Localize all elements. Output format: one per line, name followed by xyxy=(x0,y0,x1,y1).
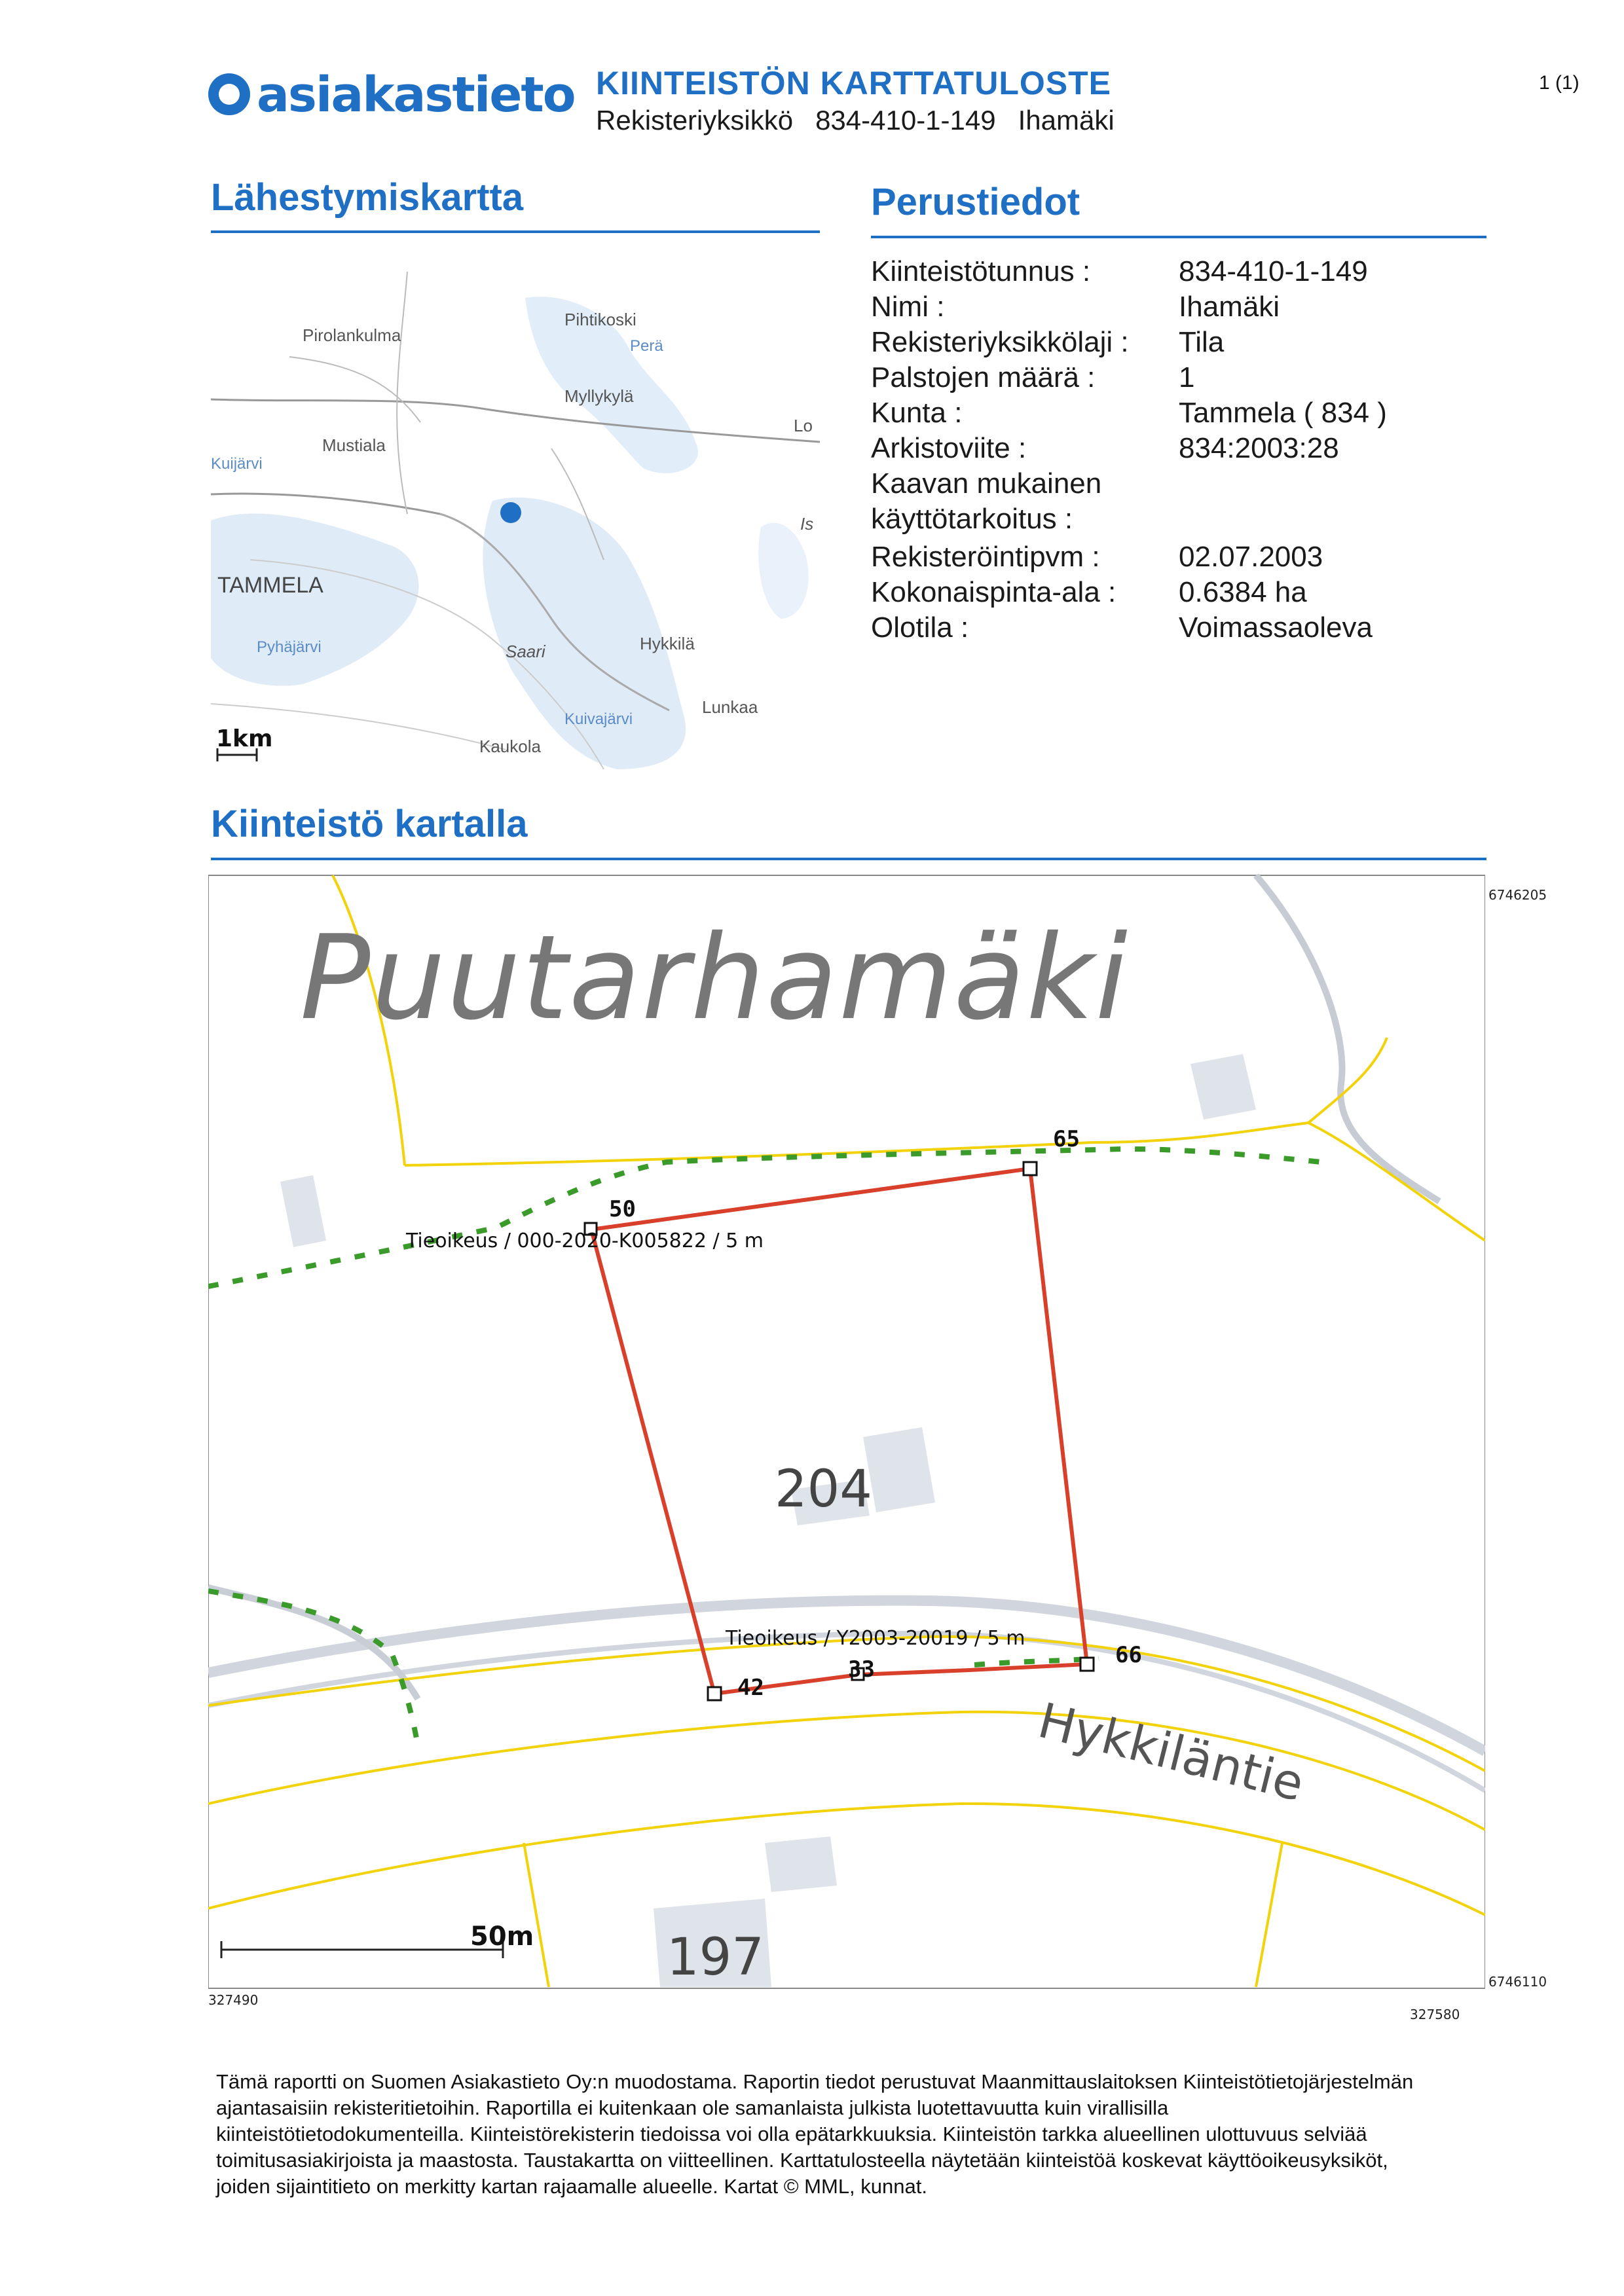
basic-info-rule xyxy=(871,236,1486,238)
boundary-point-label: 65 xyxy=(1053,1126,1080,1152)
place-label: Hykkilä xyxy=(640,634,695,653)
info-label: Kaavan mukainen käyttötarkoitus : xyxy=(871,467,1102,535)
place-label: Kuivajärvi xyxy=(564,710,633,728)
register-unit-id: 834-410-1-149 xyxy=(815,105,996,136)
info-label: Olotila : xyxy=(871,611,969,644)
document-title: KIINTEISTÖN KARTTATULOSTE xyxy=(596,65,1111,101)
map-scale-label: 50m xyxy=(470,1922,534,1952)
info-value: Ihamäki xyxy=(1179,291,1280,323)
info-label: Kokonaispinta-ala : xyxy=(871,576,1116,608)
info-label: Kiinteistötunnus : xyxy=(871,255,1091,287)
page-number: 1 (1) xyxy=(1539,72,1579,94)
place-label: Mustiala xyxy=(322,435,386,455)
info-value: 1 xyxy=(1179,361,1195,393)
approach-map xyxy=(211,252,820,769)
approach-map-title: Lähestymiskartta xyxy=(211,176,524,219)
register-unit-label: Rekisteriyksikkö xyxy=(596,105,794,136)
place-label: Is xyxy=(800,514,814,534)
info-label: Kunta : xyxy=(871,397,963,429)
info-label: Rekisteröintipvm : xyxy=(871,541,1100,573)
property-map-title: Kiinteistö kartalla xyxy=(211,803,528,845)
area-name: Puutarhamäki xyxy=(300,910,1129,1046)
register-unit-name: Ihamäki xyxy=(1018,105,1115,136)
basic-info-title: Perustiedot xyxy=(871,181,1080,223)
info-label: Nimi : xyxy=(871,291,945,323)
road-name: Hykkiläntie xyxy=(1033,1692,1310,1813)
info-value: Tammela ( 834 ) xyxy=(1179,397,1387,429)
boundary-point-label: 50 xyxy=(609,1196,636,1222)
boundary-point-label: 42 xyxy=(737,1675,764,1701)
boundary-point-label: 33 xyxy=(848,1656,875,1683)
coord-bottom-left: 327490 xyxy=(208,1992,259,2008)
place-label: Perä xyxy=(630,337,663,355)
logo-icon xyxy=(208,73,250,115)
property-map-rule xyxy=(211,858,1486,860)
place-label: TAMMELA xyxy=(217,573,323,598)
info-value: 834:2003:28 xyxy=(1179,432,1339,464)
coord-bottom-right-x: 327580 xyxy=(1410,2007,1460,2022)
place-label: Saari xyxy=(506,642,545,661)
lot-number-south: 197 xyxy=(667,1928,764,1987)
approach-scale-label: 1km xyxy=(216,725,273,752)
coord-bottom-right: 6746110 xyxy=(1488,1974,1547,1990)
approach-map-rule xyxy=(211,230,820,233)
property-map xyxy=(208,874,1547,2022)
place-label: Pyhäjärvi xyxy=(257,638,322,656)
logo-text: asiakastieto xyxy=(257,67,575,123)
info-value: 834-410-1-149 xyxy=(1179,255,1368,287)
lot-number: 204 xyxy=(775,1460,872,1519)
info-label: Palstojen määrä : xyxy=(871,361,1096,393)
info-label: Arkistoviite : xyxy=(871,432,1027,464)
info-value: Voimassaoleva xyxy=(1179,611,1373,644)
place-label: Kuijärvi xyxy=(211,455,263,473)
footer-disclaimer: Tämä raportti on Suomen Asiakastieto Oy:n muodostama. Raportin tiedot perustuvat Maanmittauslaitoksen Kiinteistötietojärjestelmän ajantasaisiin rekisteritietoihin. Raportilla ei kuitenkaan ole samanlaista julkista luotettavuutta kuin virallisilla kiinteistötietodokumenteilla. Kiinteistörekisterin tiedoissa voi olla epätarkkuuksia. Kiinteistön tarkka alueellinen ulottuvuus selviää toimitusasiakirjoista ja maastosta. Taustakartta on viitteellinen. Karttatulosteella näytetään kiinteistöä koskevat käyttöoikeusyksiköt, joiden sijaintitieto on merkitty kartan rajaamalle alueelle. Kartat © MML, kunnat. xyxy=(216,2070,1414,2198)
easement-label-north: Tieoikeus / 000-2020-K005822 / 5 m xyxy=(406,1230,764,1252)
info-label: Rekisteriyksikkölaji : xyxy=(871,326,1129,358)
place-label: Kaukola xyxy=(479,737,541,756)
place-label: Lo xyxy=(794,416,813,435)
place-label: Myllykylä xyxy=(564,386,634,406)
info-value: 02.07.2003 xyxy=(1179,541,1323,573)
info-value: 0.6384 ha xyxy=(1179,576,1307,608)
coord-top-right: 6746205 xyxy=(1488,887,1547,903)
info-value: Tila xyxy=(1179,326,1225,358)
easement-label-south: Tieoikeus / Y2003-20019 / 5 m xyxy=(726,1627,1025,1650)
place-label: Lunkaa xyxy=(702,697,758,717)
place-label: Pirolankulma xyxy=(303,325,401,345)
register-unit-line xyxy=(596,105,1137,136)
boundary-point-label: 66 xyxy=(1115,1642,1142,1668)
place-label: Pihtikoski xyxy=(564,310,637,329)
